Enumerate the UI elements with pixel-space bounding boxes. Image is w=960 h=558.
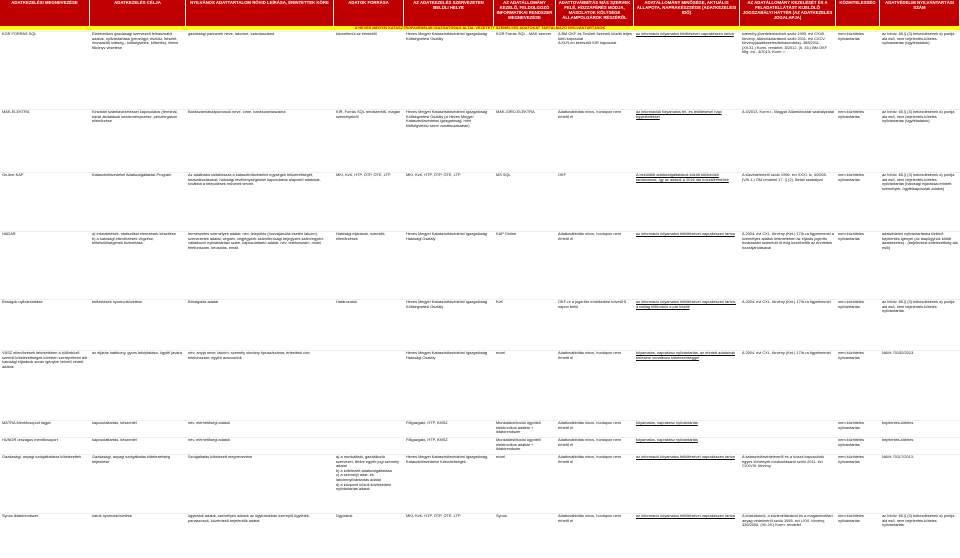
table-cell: Főigazgató, HTP, KMSZ bbox=[406, 421, 448, 425]
table-cell: Bírságolás adatai bbox=[188, 300, 219, 304]
table-cell: Szolgáltatás kötelezett megnevezése bbox=[188, 455, 253, 459]
table-cell: folyamatos, naprakész nyilvántartás bbox=[636, 421, 698, 425]
column-header-1: ADATKEZELÉSI MEGNEVEZÉSE bbox=[0, 0, 90, 26]
table-cell: A tűzvédelemről szóló 1996. évi XXXI. tv, 4/2008. (VIII.1.) ÖM rendelet 17. § (2). Belső szabályzó bbox=[742, 173, 827, 182]
table-cell: nem közhiteles nyilvántartás bbox=[838, 110, 864, 119]
table-cell: MÁTRA Mentőcsoport tagjai bbox=[2, 421, 51, 425]
table-cell: KGR Forrás SQL - MÁK szerver bbox=[496, 32, 552, 36]
table-cell: befizetések nyomonkövetése bbox=[92, 300, 143, 304]
table-cell: folyamatos, naprakész nyilvántartás, az érintett adatainak törlésére vonatkozó kötelezettséggel bbox=[636, 351, 736, 360]
table-cell: A köziratokról, a közlevéltárakról és a magánlevéltári anyag védelméről szóló 1995. évi LXVI. törvény, 335/2005. (XII.29.) Korm. rendelet bbox=[742, 514, 833, 528]
column-header-3: NYILVÁNOS ADATTARTALOM RÖVID LEÍRÁSA, ÉRINTETTEK KÖRE bbox=[186, 0, 334, 26]
table-cell: excel bbox=[496, 351, 506, 355]
table-cell: Heves Megyei Katasztrófavédelmi Igazgatóság Költségvetési Osztály (a Heves Megyei Katasztrófavédelmi Igazgatóság, mint költségvetési szerv vonatkozásában) bbox=[406, 110, 488, 128]
table-cell: az információ folyamatos feltöltésével naprakészen tartva bbox=[636, 514, 735, 518]
table-cell: Katasztrófavédelmi Adatszolgáltatási Program bbox=[92, 173, 172, 177]
table-cell: excel bbox=[496, 455, 506, 459]
table-cell: nem közhiteles nyilvántartás bbox=[838, 351, 864, 360]
table-cell: KIR, Forrás SQL rendszerből, magán személyektől bbox=[336, 110, 401, 119]
table-cell: KAP Online bbox=[496, 232, 517, 236]
column-header-11: ADATVÉDELMI NYILVÁNTARTÁSI SZÁM bbox=[880, 0, 960, 26]
table-cell: MS SQL bbox=[496, 173, 511, 177]
table-cell: nem közhiteles nyilvántartás bbox=[838, 173, 864, 182]
column-header-9: AZ ADATÁLLOMÁNY KEZELÉSÉT ÉS A FELADATELLÁTÁST KIJELÖLŐ JOGSZABÁLYI HÁTTÉR (AZ ADATKEZELÉS JOGALAPJA) bbox=[740, 0, 836, 26]
table-cell: KvK bbox=[496, 300, 504, 304]
column-header-6: AZ ADATÁLLOMÁNY KEZELŐ, FELDOLGOZÓ INFORMATIKAI RENDSZER MEGNEVEZÉSE bbox=[494, 0, 556, 26]
table-cell: Munkatársi/irodai ügyviteli elektronikus adattár + iktatórendszer bbox=[496, 438, 541, 452]
table-cell bbox=[740, 421, 836, 437]
table-cell: név; anyja neve; lakcím; személy okmány típusa/száma; értesítési cím; telefonszám; egyéb azonosítók bbox=[188, 351, 311, 360]
table-cell: A 2004. évi CXL. törvény (Ket.) 17/b-ra figyelemmel a személyes adatok tekintetében az eljárás jogerős lezárásától számított öt évig kezelhetők az érintettek hozzájárulásával bbox=[742, 232, 834, 250]
table-cell: bejelentés-köteles bbox=[882, 421, 914, 425]
table-cell: MKI, KvK, HTP, ÖTP, ÖTE, LTP bbox=[406, 173, 461, 177]
table-cell: iratok nyomonkövetése bbox=[92, 514, 133, 518]
table-cell: bejelentés-köteles bbox=[882, 438, 914, 442]
table-cell: közvetlenül az érintettől bbox=[336, 32, 377, 36]
table-cell: az Infotv. 65.§ (3) bekezdésének a) pontja alá eső, nem bejelentés-köteles nyilvántartás (ügyféladatok) bbox=[882, 32, 955, 46]
table-cell: HUNOR országos mentőcsoport bbox=[2, 438, 58, 442]
table-cell: Synus iktatórendszer bbox=[2, 514, 39, 518]
table-cell: Adattovábbítás nincs, honlapon nem érhető el bbox=[558, 351, 621, 360]
table-cell: Synus bbox=[496, 514, 507, 518]
table-cell: Adattovábbítás nincs, honlapon nem érhető el bbox=[558, 455, 621, 464]
table-cell: kapcsolattartás, készenlét bbox=[92, 438, 137, 442]
table-cell: nem közhiteles nyilvántartás bbox=[838, 300, 864, 309]
table-cell: Heves Megyei Katasztrófavédelmi Igazgatóság Hatósági Osztály bbox=[406, 232, 488, 241]
section-banner: A HEVES MEGYEI KATASZTRÓFAVÉDELMI IGAZGATÓSÁG ÁLTAL VEZETETT SZEMÉLYES ADATOKAT TARTALMAZÓ NYILVÁNTARTÁSOK bbox=[0, 26, 960, 30]
table-cell bbox=[334, 351, 404, 420]
table-cell: MÁK-ELEKTRA bbox=[2, 110, 30, 114]
column-header-5: AZ ADATKEZELÉS SZERVEZETEN BELÜLI HELYE bbox=[404, 0, 494, 26]
table-cell: Adattovábbítás nincs, honlapon nem érhető el bbox=[558, 514, 621, 523]
table-cell: Kincstári számlavezetéssel kapcsolatos (terminál, banki átutalások kezdeményezése, pénzforgalom ellenőrzése bbox=[92, 110, 178, 124]
table-cell: KGR FORRÁS SQL bbox=[2, 32, 37, 36]
table-cell: A 2004. évi CXL. törvény (Ket.) 17/b-ra figyelemmel bbox=[742, 300, 831, 304]
table-cell: Gazdasági, anyagi szolgáltatás kötelezettség teljesítése bbox=[92, 455, 170, 464]
table-cell: folyamatos, naprakész nyilvántartás bbox=[636, 438, 698, 442]
table-cell: az információk folyamatos fel- és letöltésével napi egyeztetéssel bbox=[636, 110, 722, 119]
table-cell: az Infotv. 65.§ (3) bekezdésének a) pontja alá eső, nem bejelentés-köteles nyilvántartás bbox=[882, 514, 955, 528]
table-cell: Heves Megyei Katasztrófavédelmi Igazgatóság, Katasztrófavédelmi Kirendeltségek bbox=[406, 455, 489, 464]
table-cell: A BM OKF és Területi Szervek között teljes körű kapcsolat A KLR-en keresztül KIR kapcsolat bbox=[558, 32, 632, 46]
table-cell: az Infotv. 65.§ (3) bekezdésének a) pontja alá eső, nem bejelentés-köteles nyilvántartás (ügyféladatok) bbox=[882, 110, 955, 124]
table-cell: személy-jövedelemadóról szóló 1995. évi CXVII. törvény, államháztartásról szóló 2011. évi CXCV. törvény(adatkezelés/felhasználás), 368/2011. (XII.31.) Korm. rendelet, 5/2012. (II. 16.) BM OKF főig. Int., 4/2013. Korm. r. bbox=[742, 32, 827, 55]
table-cell: a) érkeztetések, statisztikai elemzések készítése b) a hatósági ellenőrzések végzése, felkészültségének biztosítása bbox=[92, 232, 176, 246]
table-cell: az Infotv. 65.§ (3) bekezdésének a) pontja alá eső, nem bejelentés-köteles nyilvántartás bbox=[882, 300, 955, 314]
table-cell: Bankszámlatulajdonosok neve, címe, bankszámlaszáma bbox=[188, 110, 286, 114]
table-cell: név, elérhetőségi adatok bbox=[188, 421, 231, 425]
table-cell: Ügyiratok bbox=[336, 514, 353, 518]
table-cell: Heves Megyei Katasztrófavédelmi Igazgatóság Költségvetési Osztály bbox=[406, 300, 488, 309]
table-cell: Gazdasági, anyagi szolgáltatásra kötelezettek bbox=[2, 455, 82, 459]
table-cell: On-line KAP bbox=[2, 173, 24, 177]
table-cell: Bírságok nyilvántartása bbox=[2, 300, 43, 304]
table-cell bbox=[334, 421, 404, 437]
table-cell bbox=[334, 438, 404, 454]
table-cell: A beküldött adatszolgáltatások között különböző tartalommal, így az adatok a 2016 óta hozzáférhetőek bbox=[636, 173, 729, 182]
column-header-7: ADATTOVÁBBÍTÁS MÁS SZERVEK FELÉ, HOZZÁFÉRÉS MÓDJA, MÁSOLATOK KÖLTSÉGE ÁLLAMPOLGÁROK RÉSZÉRŐL bbox=[556, 0, 634, 26]
table-cell: nem közhiteles nyilvántartás bbox=[838, 455, 864, 464]
table-cell: Heves Megyei Katasztrófavédelmi Igazgatóság Költségvetési Osztály bbox=[406, 32, 488, 41]
table-cell: MÁK-GIRO-ELEKTRA bbox=[496, 110, 535, 114]
table-cell: NAIH-70152/2013. bbox=[882, 351, 915, 355]
table-cell: Elektronikus gazdasági szervezeti felhasználói adatok, nyilvántartása (pénzügyi, eszköz, készlet, munkaidő) költség-, költségvetés, kifizetés), illetve főkönyv vezetése bbox=[92, 32, 179, 50]
table-cell: gazdasági partnerek neve, lakcíme, számlaszáma bbox=[188, 32, 275, 36]
table-cell: ügyiratok adatai, személyes adatok az ügyiratokban szereplő ügyfelek, panaszosok, közérdekű bejelentők adatai bbox=[188, 514, 310, 523]
table-cell: OKF bbox=[558, 173, 566, 177]
table-cell: a) a munkáltató, gazdálkodó szervezet, illetve egyéb jogi személy adatai b) a kötelezett adatszolgáltatása c) a személyi adat- és lakcímnyilvántartás adatai d) a központi közúti közlekedési nyilvántartás adatai bbox=[336, 455, 399, 492]
column-header-4: ADATOK FORRÁSA bbox=[334, 0, 404, 26]
table-cell: az információ folyamatos felöltésével naprakészen tartva bbox=[636, 32, 734, 36]
table-cell: MKI, KvK, HTP, ÖTP, ÖTE, LTP bbox=[336, 173, 391, 177]
table-cell: az Infotv. 65.§ (3) bekezdésének a) pontja alá eső, nem bejelentés-köteles nyilvántartás (hatósági eljárással érintett személyek, ügyfélkapcsolati adatok) bbox=[882, 173, 955, 191]
table-cell: Hatósági eljárások, szemlék, ellenőrzések bbox=[336, 232, 386, 241]
table-cell: A katasztrófavédelemről és a hozzá kapcsolódó egyes törvények módosításáról szóló 2011. évi CXXVIII. törvény bbox=[742, 455, 825, 469]
table-cell: Határozatok bbox=[336, 300, 357, 304]
table-cell: Az adatbázis tartalmazza a katasztrófavédelmi egységek felszereltségét, beavatkozásokat, hatósági tevékenységekkel kapcsolatos alapvető adatokat, továbbá a települések műveleti terveit. bbox=[188, 173, 321, 187]
table-cell: kapcsolattartás, készenlét bbox=[92, 421, 137, 425]
table-cell: OKF-re a jogerőre emelkedést követő 5 napon belül bbox=[558, 300, 627, 309]
table-cell: MKI, KvK, HTP, ÖTP, ÖTE, LTP bbox=[406, 514, 461, 518]
column-header-2: ADATKEZELÉS CÉLJA bbox=[90, 0, 186, 26]
table-cell: az információ folyamatos feltöltésével naprakészen tartva bbox=[636, 232, 735, 236]
table-cell: nem közhiteles nyilvántartás bbox=[838, 421, 864, 430]
table-cell: név, elérhetőségi adatok bbox=[188, 438, 231, 442]
table-cell: Heves Megyei Katasztrófavédelmi Igazgatóság Hatósági Osztály bbox=[406, 351, 488, 360]
table-cell: az információ folyamatos feltöltésével naprakészen tartva bbox=[636, 455, 735, 459]
table-cell: Munkatársi/irodai ügyviteli elektronikus adattár + iktatórendszer bbox=[496, 421, 541, 435]
table-cell: természetes személyek adatai: név, település (hozzájárulás esetén lakcím), szervezetek adatai; cégnév, cégjegyzék szám/bírósági bejegyzés szám/egyéni vállalkozói nyilvántartási szám, kapcsolattartó adatai: név, telefonszám, mobil telefonszám, beosztás, email bbox=[188, 232, 324, 250]
table-cell: HADAR bbox=[2, 232, 16, 236]
table-cell: nem közhiteles nyilvántartás bbox=[838, 514, 864, 523]
table-cell: NAIH-70117/2013. bbox=[882, 455, 914, 459]
table-cell bbox=[740, 438, 836, 454]
table-cell: nem közhiteles nyilvántartás bbox=[838, 32, 864, 41]
table-cell: VÁSZ ellenőrzések tekintetében a különböző szerinti kötelezettségek körében szerepeltetni tett hatósági eljárások során igénybe vehető védett adatok bbox=[2, 351, 88, 369]
table-cell: az eljárás hatékony, gyors lefolytatása, ügyfél javára bbox=[92, 351, 182, 355]
column-header-8: ADATÁLLOMÁNY MINŐSÉGE, AKTUÁLIS ÁLLAPOTA, NAPRAKÉSZSÉGE (ADATKEZELÉSI IDŐ) bbox=[634, 0, 740, 26]
table-cell: az információ folyamatos feltöltésével naprakészen tartva, a csillag előforduló a pár között bbox=[636, 300, 736, 309]
table-cell: nem közhiteles nyilvántartás bbox=[838, 232, 864, 241]
table-cell: Főigazgató, HTP, KMSZ bbox=[406, 438, 448, 442]
table-cell: Adattovábbítás nincs, honlapon nem érhető el bbox=[558, 110, 621, 119]
table-cell: A 2004. évi CXL. törvény (Ket.) 17/b-ra figyelemmel bbox=[742, 351, 831, 355]
table-cell: Adattovábbítás nincs, honlapon nem érhető el bbox=[558, 232, 621, 241]
table-cell: Adattovábbítás nincs, honlapon nem érhető el bbox=[558, 421, 621, 430]
table-cell: Adattovábbítás nincs, honlapon nem érhető el bbox=[558, 438, 621, 447]
table-cell: A 4/2013. Korm.r., Magyar Államkincstár szabályzatai bbox=[742, 110, 834, 114]
table-cell: nem közhiteles nyilvántartás bbox=[838, 438, 864, 447]
column-header-10: KÖZHITELESSÉG bbox=[836, 0, 880, 26]
table-cell: adatvédelmi nyilvántartásba történő bejelentés igényel (az alapügyhöz kötött adatkezelés) - (bejelentési kötelezettség alá esik) bbox=[882, 232, 958, 250]
